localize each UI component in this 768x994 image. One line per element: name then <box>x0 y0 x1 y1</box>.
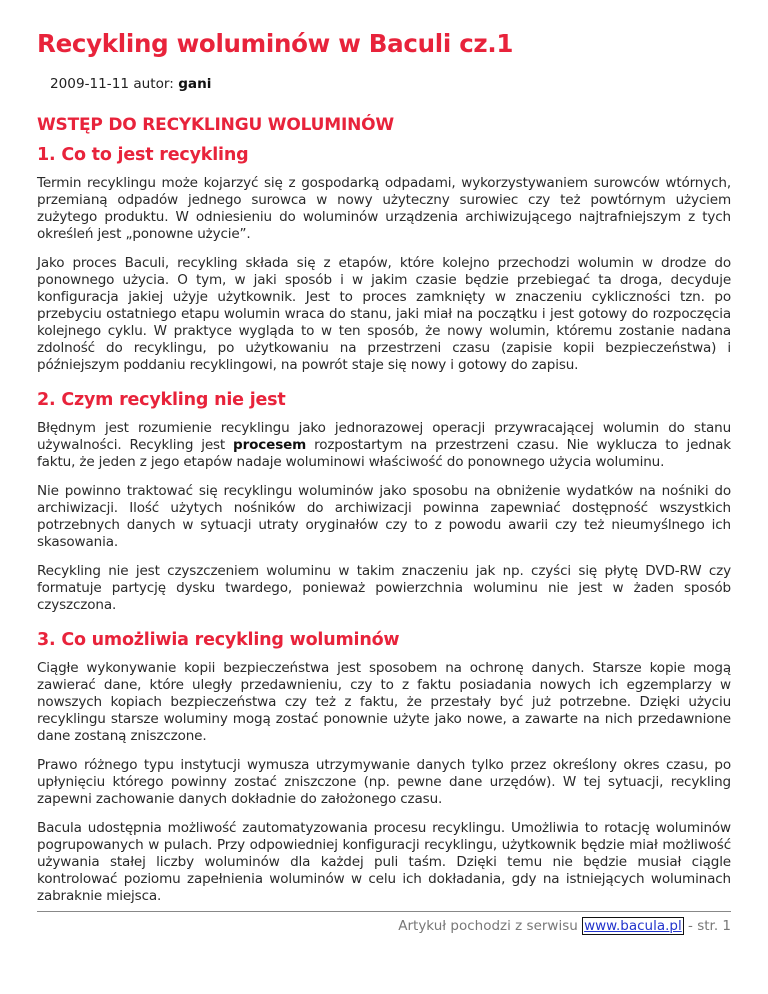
paragraph: Termin recyklingu może kojarzyć się z gospodarką odpadami, wykorzystywaniem surowców wtórnych, przemianą odpadów jednego surowca w nowy użyteczny surowiec czy też powtórnym użyciem zużytego produktu. W odniesieniu do woluminów urządzenia archiwizującego najtrafniejszym z tych określeń jest „ponowne użycie”. <box>37 175 731 242</box>
text: Błędnym jest rozumienie recyklingu jako jednorazowej operacji przywracającej wolumin do stanu używalności. Recykling jest <box>37 420 731 453</box>
section-heading: 3. Co umożliwia recykling woluminów <box>37 630 400 650</box>
date: 2009-11-11 <box>50 76 130 92</box>
paragraph: Prawo różnego typu instytucji wymusza utrzymywanie danych tylko przez określony okres czasu, po upłynięciu którego powinny zostać zniszczone (np. pewne dane urzędów). W tej sytuacji, recykling zapewni zachowanie danych dokładnie do założonego czasu. <box>37 757 731 807</box>
paragraph <box>37 420 731 471</box>
page-footer <box>37 918 731 934</box>
site-link[interactable]: www.bacula.pl <box>584 918 682 934</box>
paragraph: Bacula udostępnia możliwość zautomatyzowania procesu recyklingu. Umożliwia to rotację woluminów pogrupowanych w pulach. Przy odpowiedniej konfiguracji recyklingu, użytkownik będzie miał możliwość używania stałej liczby woluminów dla każdej puli taśm. Dzięki temu nie będzie musiał ciągle kontrolować poziomu zapełnienia woluminów w celu ich dokładania, gdy na istniejących woluminach zabraknie miejsca. <box>37 820 731 904</box>
footer-divider <box>37 911 731 912</box>
author: gani <box>178 76 212 92</box>
article-meta <box>50 76 211 92</box>
paragraph: Nie powinno traktować się recyklingu woluminów jako sposobu na obniżenie wydatków na nośniki do archiwizacji. Ilość użytych nośników do archiwizacji powinna zapewniać dostępność wszystkich potrzebnych danych w sytuacji utraty oryginałów czy to z powodu awarii czy też nieumyślnego ich skasowania. <box>37 483 731 550</box>
bold-term: procesem <box>233 437 307 453</box>
author-label: autor: <box>133 76 174 92</box>
paragraph: Recykling nie jest czyszczeniem woluminu w takim znaczeniu jak np. czyści się płytę DVD-RW czy formatuje partycję dysku twardego, ponieważ powierzchnia woluminu nie jest w żaden sposób czyszczona. <box>37 563 731 613</box>
paragraph: Ciągłe wykonywanie kopii bezpieczeństwa jest sposobem na ochronę danych. Starsze kopie mogą zawierać dane, które uległy przedawnieniu, czy to z faktu posiadania nowych ich egzemplarzy w nowszych kopiach bezpieczeństwa czy też z faktu, że przestały być już potrzebne. Dzięki użyciu recyklingu starsze woluminy mogą zostać ponownie użyte jako nowe, a zawarte na nich przedawnione dane zostaną zniszczone. <box>37 660 731 744</box>
text: rozpostartym na przestrzeni czasu. Nie wyklucza to jednak faktu, że jeden z jego etapów nadaje woluminowi właściwość do ponownego użycia woluminu. <box>37 437 731 470</box>
paragraph: Jako proces Baculi, recykling składa się z etapów, które kolejno przechodzi wolumin w drodze do ponownego użycia. O tym, w jaki sposób i w jakim czasie będzie przebiegać ta droga, decyduje konfiguracja jakiej użyje użytkownik. Jest to proces zamknięty w znaczeniu cykliczności tzn. po przebyciu ostatniego etapu wolumin wraca do stanu, jaki miał na początku i jest gotowy do rozpoczęcia kolejnego cyklu. W praktyce wygląda to w ten sposób, że nowy wolumin, któremu zostanie nadana zdolność do recyklingu, po użytkowaniu na przestrzeni czasu (zapisie kopii bezpieczeństwa) i późniejszym poddaniu recyklingowi, na powrót staje się nowy i gotowy do zapisu. <box>37 255 731 373</box>
footer-text: Artykuł pochodzi z serwisu <box>398 918 583 934</box>
page-title: Recykling woluminów w Baculi cz.1 <box>37 29 514 58</box>
page-number: - str. 1 <box>683 918 731 934</box>
intro-heading: WSTĘP DO RECYKLINGU WOLUMINÓW <box>37 115 394 135</box>
section-heading: 1. Co to jest recykling <box>37 145 249 165</box>
article-body <box>37 115 731 934</box>
section-heading: 2. Czym recykling nie jest <box>37 390 286 410</box>
